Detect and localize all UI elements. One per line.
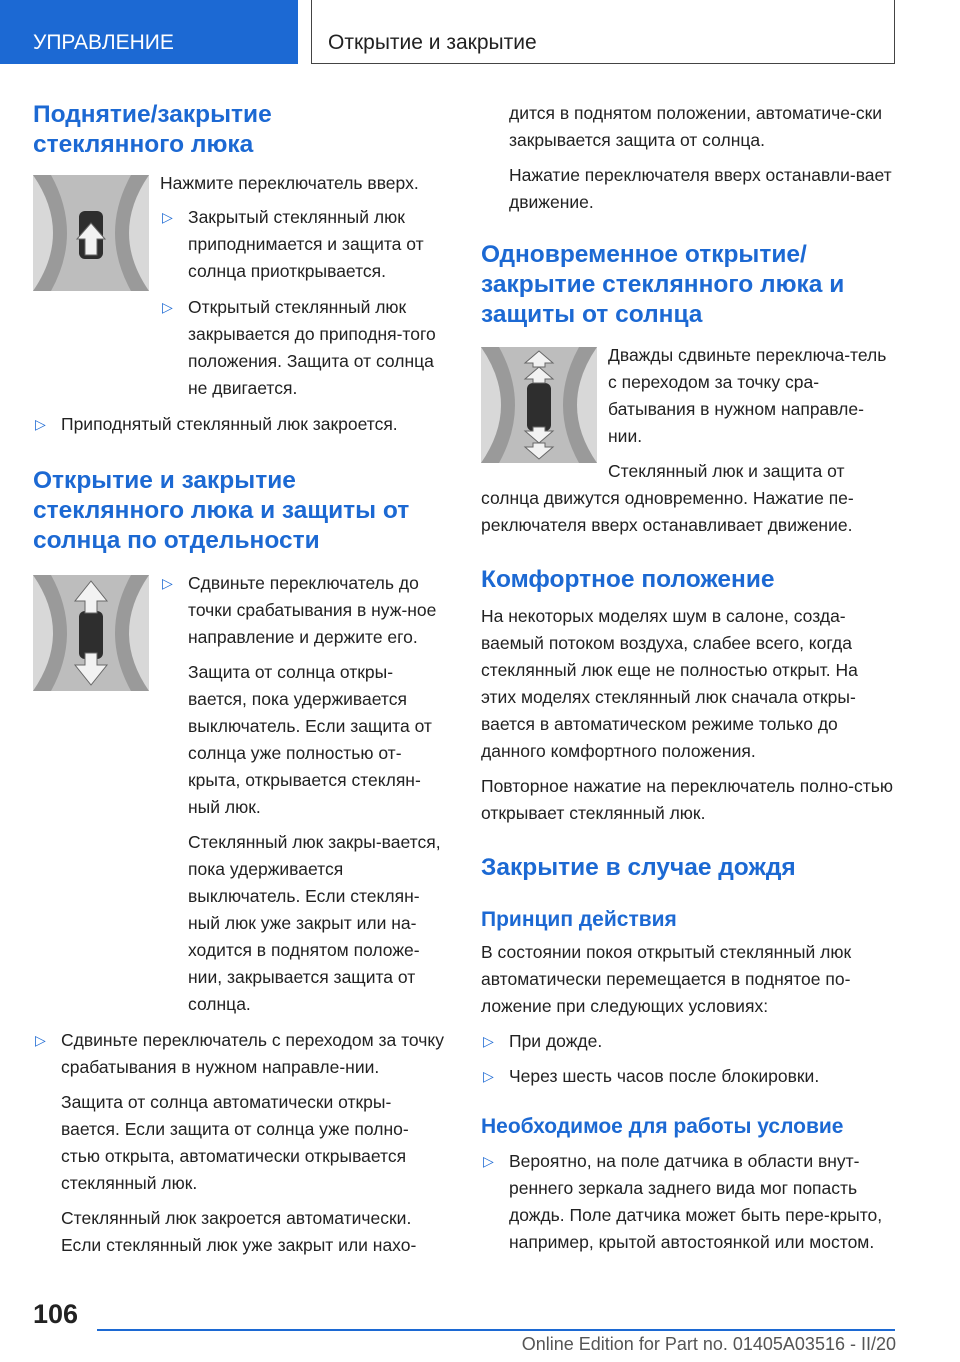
- list-item-text: При дожде.: [509, 1031, 603, 1051]
- heading-rain: Закрытие в случае дождя: [481, 854, 796, 881]
- list-item-text: Сдвиньте переключатель с переходом за точку срабатывания в нужном направле-нии.: [61, 1030, 445, 1077]
- paragraph: Дважды сдвиньте переключа-тель с переходом за точку сра-батывания в нужном направле-нии.: [608, 345, 887, 446]
- paragraph: На некоторых моделях шум в салоне, созда-ваемый потоком воздуха, слабее всего, когда стеклянный люк еще не полностью открыт. На этих моделях стеклянный люк сначала откры-вается в автоматическом режиме только до данного комфортного положения.: [481, 606, 858, 761]
- bullet-arrow-icon: ▷: [483, 1068, 494, 1084]
- bullet-arrow-icon: ▷: [162, 209, 173, 225]
- switch-up-illustration: [33, 175, 149, 291]
- paragraph: дится в поднятом положении, автоматиче-ски закрывается защита от солнца.: [509, 103, 883, 150]
- list-item-text: Открытый стеклянный люк закрывается до приподня-того положения. Защита от солнца не двигается.: [188, 297, 436, 398]
- page-number: 106: [33, 1299, 79, 1329]
- figure-row-2: [33, 570, 446, 1018]
- switch-up-down-illustration: [33, 575, 149, 691]
- paragraph: Защита от солнца автоматически откры-вается. Если защита от солнца уже полно-стью открыта, автоматически открывается стеклянный люк.: [61, 1092, 409, 1193]
- paragraph: Нажатие переключателя вверх останавли-вает движение.: [509, 165, 892, 212]
- paragraph: Стеклянный люк закроется автоматически. Если стеклянный люк уже закрыт или нахо-: [61, 1208, 417, 1255]
- subheading-condition: Необходимое для работы условие: [481, 1115, 844, 1138]
- heading-comfort: Комфортное положение: [481, 566, 775, 593]
- section-title: УПРАВЛЕНИЕ: [33, 31, 174, 54]
- list-item: [160, 294, 446, 402]
- list-item: [160, 204, 446, 285]
- lead-text: Нажмите переключатель вверх.: [160, 173, 419, 193]
- list-item-text: Закрытый стеклянный люк приподнимается и защита от солнца приоткрывается.: [188, 207, 424, 281]
- heading-simultaneous: Одновременное открытие/закрытие стеклянного люка и защиты от солнца: [481, 241, 845, 328]
- list-item-text: Вероятно, на поле датчика в области внут-реннего зеркала заднего вида мог попасть дождь. Поле датчика может быть пере-крыто, например, крытой автостоянкой или мостом.: [509, 1151, 883, 1252]
- subheading-principle: Принцип действия: [481, 908, 677, 931]
- bullet-arrow-icon: ▷: [162, 299, 173, 315]
- list-item: [481, 1148, 895, 1256]
- edition-link[interactable]: Online Edition for Part no. 01405A03516 - II/20: [521, 1334, 896, 1354]
- bullet-arrow-icon: ▷: [35, 416, 46, 432]
- paragraph: Стеклянный люк закры-вается, пока удерживается выключатель. Если стеклян-ный люк уже закрыт или на-ходится в поднятом положе-нии, закрывается защита от солнца.: [188, 832, 441, 1014]
- section-tab: [0, 0, 298, 64]
- list-item: [481, 1063, 895, 1090]
- bullet-arrow-icon: ▷: [162, 575, 173, 591]
- chapter-title: Открытие и закрытие: [328, 31, 537, 54]
- list-item-text: Через шесть часов после блокировки.: [509, 1066, 820, 1086]
- figure-row-3: [481, 342, 895, 485]
- paragraph: В состоянии покоя открытый стеклянный люк автоматически перемещается в поднятое по-ложение при следующих условиях:: [481, 942, 852, 1016]
- heading-separate: Открытие и закрытие стеклянного люка и защиты от солнца по отдельности: [33, 467, 410, 554]
- right-column: [481, 100, 895, 1256]
- list-item-text: Приподнятый стеклянный люк закроется.: [61, 414, 398, 434]
- figure-text-2: [160, 570, 446, 1018]
- switch-double-illustration: [481, 347, 597, 463]
- heading-raise-close: Поднятие/закрытие стеклянного люка: [33, 101, 272, 158]
- chapter-tab: [311, 0, 895, 64]
- list-item: [33, 1027, 446, 1081]
- footer-divider: [97, 1329, 895, 1331]
- list-item: [33, 411, 446, 438]
- paragraph: Защита от солнца откры-вается, пока удерживается выключатель. Если защита от солнца уже полностью от-крыта, открывается стеклян-ный люк.: [188, 662, 432, 817]
- left-column: [33, 100, 446, 1259]
- list-item-text: Сдвиньте переключатель до точки срабатывания в нуж-ное направление и держите его.: [188, 573, 437, 647]
- list-item: [481, 1028, 895, 1055]
- bullet-arrow-icon: ▷: [483, 1033, 494, 1049]
- figure-text-1: [160, 170, 446, 402]
- figure-row-1: [33, 170, 446, 402]
- list-item: [160, 570, 446, 651]
- paragraph: солнца движутся одновременно. Нажатие пе-реключателя вверх останавливает движение.: [481, 488, 854, 535]
- paragraph: Повторное нажатие на переключатель полно-стью открывает стеклянный люк.: [481, 776, 893, 823]
- bullet-arrow-icon: ▷: [483, 1153, 494, 1169]
- bullet-arrow-icon: ▷: [35, 1032, 46, 1048]
- paragraph: Стеклянный люк и защита от: [608, 461, 845, 481]
- figure-text-3: [608, 342, 895, 485]
